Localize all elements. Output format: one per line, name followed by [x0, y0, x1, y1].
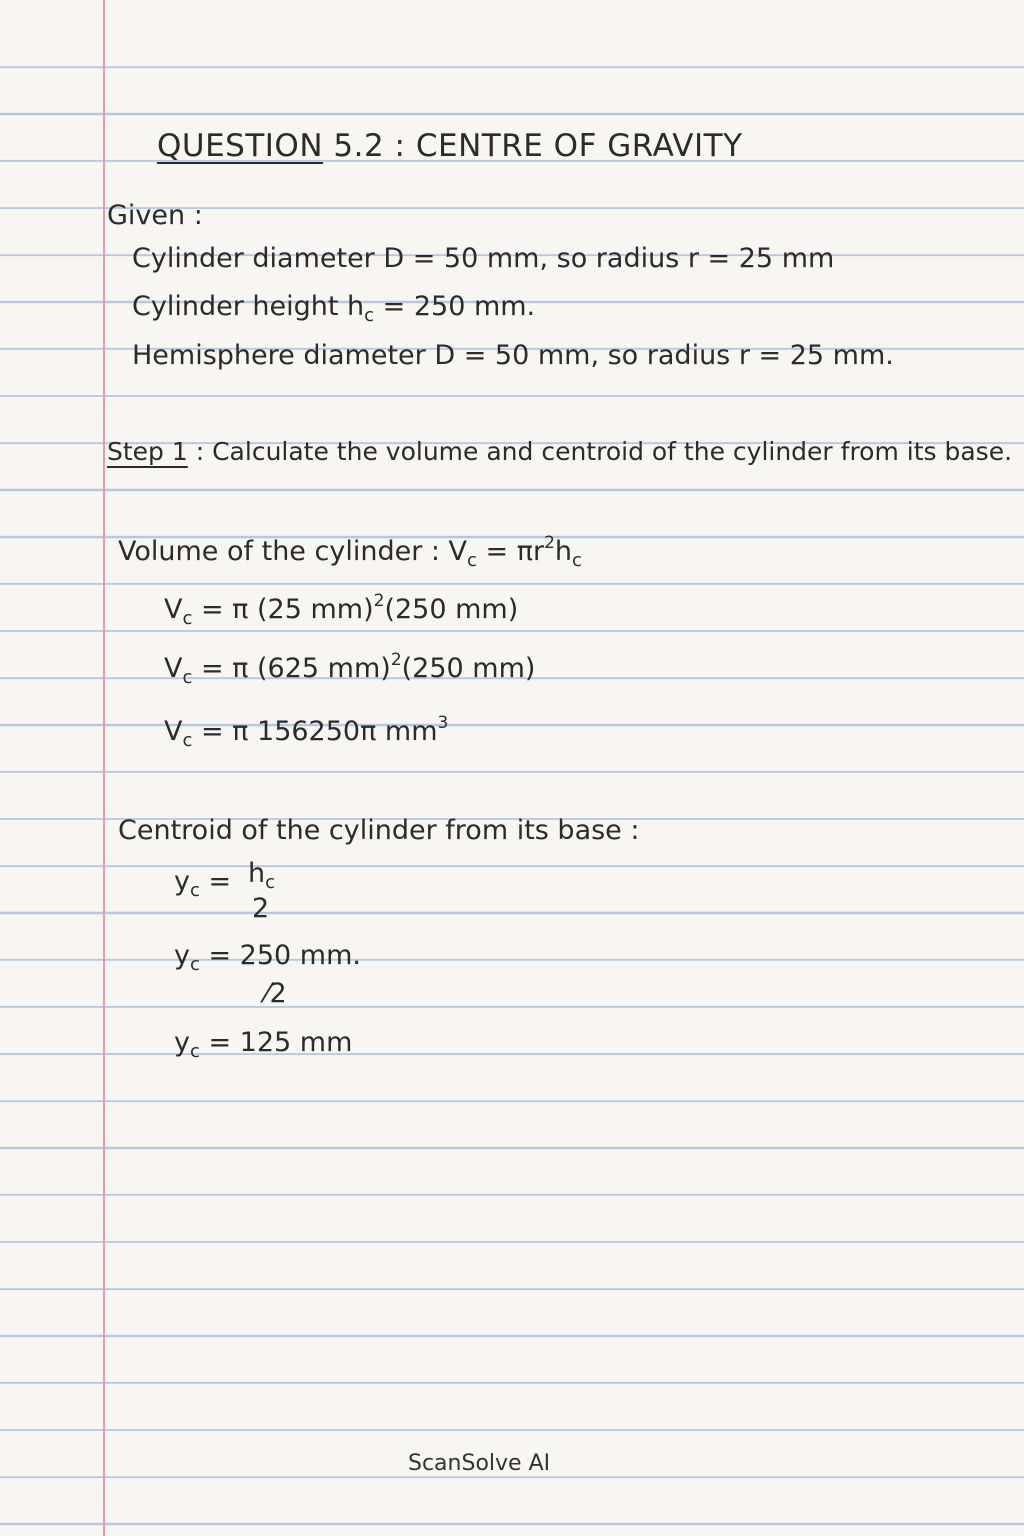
centroid-eq-3-sub: c [189, 1041, 200, 1062]
centroid-heading: Centroid of the cylinder from its base : [118, 815, 640, 846]
centroid-eq-2-sub: c [189, 954, 200, 975]
volume-eq-2-b: (250 mm) [401, 653, 536, 684]
volume-heading-h: h [554, 536, 573, 567]
centroid-eq-2-denominator: ⁄2 [265, 978, 287, 1009]
centroid-eq-1-numerator [248, 858, 275, 893]
volume-eq-1-pre: V [164, 594, 183, 625]
volume-eq-3-sup: 3 [437, 713, 449, 733]
centroid-eq-1-num: h [248, 858, 266, 889]
volume-eq-3-a: = π 156250π mm [192, 716, 438, 747]
centroid-eq-3-eq: = 125 mm [199, 1027, 353, 1058]
given-line-3: Hemisphere diameter D = 50 mm, so radius r = 25 mm. [132, 340, 894, 371]
centroid-eq-2-pre: y [174, 940, 190, 971]
step-1-label: Step 1 [107, 437, 188, 466]
volume-eq-3-sub: c [182, 730, 193, 751]
centroid-eq-1-sub: c [189, 880, 200, 901]
margin-line [103, 0, 105, 1536]
given-line-2-sub: c [364, 305, 375, 326]
volume-heading-hsub: c [572, 550, 582, 571]
volume-eq-1-b: (250 mm) [384, 594, 519, 625]
volume-heading-pre: Volume of the cylinder : V [118, 536, 468, 567]
centroid-eq-2-eq: = 250 mm. [199, 940, 361, 971]
title-rest: 5.2 : CENTRE OF GRAVITY [333, 128, 743, 164]
volume-eq-1-a: = π (25 mm) [192, 594, 374, 625]
volume-heading-sup: 2 [544, 533, 555, 553]
volume-eq-2-pre: V [164, 653, 183, 684]
step-1 [107, 437, 1012, 466]
volume-eq-1-sub: c [182, 608, 193, 629]
volume-eq-1-sup: 2 [373, 591, 385, 611]
volume-eq-2 [164, 650, 535, 688]
volume-eq-1 [164, 591, 518, 629]
centroid-eq-1-eq: = [199, 866, 232, 897]
volume-heading [118, 533, 582, 571]
given-line-2-post: = 250 mm. [374, 291, 536, 322]
centroid-eq-1-pre: y [174, 866, 190, 897]
volume-eq-3 [164, 713, 448, 751]
centroid-eq-2 [174, 940, 361, 975]
step-1-text: : Calculate the volume and centroid of the cylinder from its base. [187, 437, 1013, 466]
volume-eq-2-sub: c [182, 667, 193, 688]
title-question: QUESTION [157, 128, 324, 164]
page-title [157, 128, 743, 164]
footer-brand: ScanSolve AI [408, 1451, 551, 1476]
volume-eq-2-sup: 2 [390, 650, 402, 670]
centroid-eq-3-pre: y [174, 1027, 190, 1058]
centroid-eq-1-numsub: c [265, 872, 276, 893]
volume-heading-sub: c [467, 550, 477, 571]
given-line-2 [132, 291, 535, 326]
given-line-2-pre: Cylinder height h [132, 291, 365, 322]
given-line-1: Cylinder diameter D = 50 mm, so radius r = 25 mm [132, 243, 835, 274]
centroid-eq-1-denominator: 2 [252, 893, 270, 924]
volume-eq-3-pre: V [164, 716, 183, 747]
centroid-eq-1 [174, 866, 231, 901]
given-heading: Given : [107, 200, 203, 231]
volume-eq-2-a: = π (625 mm) [192, 653, 391, 684]
centroid-eq-3 [174, 1027, 352, 1062]
volume-heading-mid: = πr [476, 536, 545, 567]
